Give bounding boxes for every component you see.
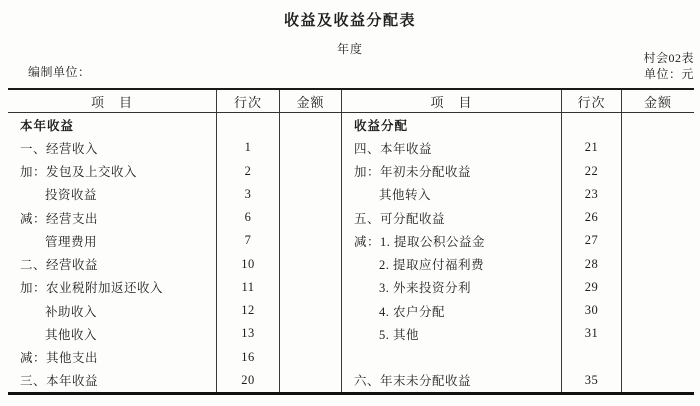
item-label: 2. 提取应付福利费 [379,258,485,273]
line-no-cell [217,206,280,229]
table-row [8,276,694,299]
amount-cell [280,299,342,322]
header-amount-left: 金额 [280,90,342,112]
amount-cell [622,113,694,136]
amount-cell [622,276,694,299]
line-no: 7 [244,233,252,248]
item-cell [342,113,562,136]
line-no: 10 [241,256,255,271]
amount-cell [280,276,342,299]
item-cell [8,206,217,229]
item-cell [342,206,562,229]
line-no-cell [217,183,280,206]
amount-cell [280,253,342,276]
header-line-no-left: 行次 [217,90,280,112]
line-no-cell [217,276,280,299]
item-cell [342,299,562,322]
table-row [8,346,694,369]
line-no: 16 [241,349,255,364]
line-no-cell [562,253,622,276]
amount-cell [280,206,342,229]
line-no-cell [217,322,280,345]
line-no-cell [562,299,622,322]
item-label: 3. 外来投资分利 [379,281,472,296]
item-label: 投资收益 [45,188,98,203]
line-no: 12 [241,303,255,318]
amount-cell [280,229,342,252]
line-no-cell [217,346,280,369]
item-label: 一、经营收入 [20,141,99,156]
item-label: 减：经营支出 [20,211,99,226]
item-label: 加：发包及上交收入 [20,165,138,180]
line-no: 6 [244,210,252,225]
item-cell [342,160,562,183]
line-no-cell [562,160,622,183]
amount-cell [622,322,694,345]
amount-cell [280,346,342,369]
item-label: 加：年初未分配收益 [354,165,472,180]
form-code: 村会02表 [643,51,694,65]
table-row [8,229,694,252]
line-no-cell [217,253,280,276]
item-cell [342,276,562,299]
item-label: 减：其他支出 [20,351,99,366]
item-cell [8,322,217,345]
table-row [8,160,694,183]
line-no: 2 [244,163,252,178]
amount-cell [280,322,342,345]
amount-cell [280,160,342,183]
amount-cell [622,346,694,369]
line-no-cell [217,229,280,252]
item-cell [342,369,562,392]
income-distribution-table [8,88,694,395]
amount-cell [280,136,342,159]
line-no: 31 [584,326,599,341]
table-row [8,299,694,322]
item-cell [342,229,562,252]
line-no: 1 [244,140,252,155]
line-no: 29 [584,279,599,294]
item-label: 其他收入 [45,327,98,342]
item-cell [342,346,562,369]
line-no: 22 [584,163,599,178]
header-amount-right: 金额 [643,94,672,110]
line-no-cell [217,113,280,136]
item-cell [8,160,217,183]
line-no-cell [217,369,280,392]
table-header-row [8,90,694,113]
item-label: 加：农业税附加返还收入 [20,281,164,296]
amount-cell [622,229,694,252]
item-cell [8,113,217,136]
table-row [8,206,694,229]
line-no: 23 [584,186,599,201]
item-cell [8,183,217,206]
item-label: 本年收益 [20,118,75,133]
unit-label: 单位：元 [643,67,694,81]
report-title: 收益及收益分配表 [283,12,416,29]
item-cell [8,229,217,252]
line-no: 3 [244,186,252,201]
amount-cell [622,299,694,322]
table-row [8,253,694,276]
item-label: 其他转入 [379,188,432,203]
item-cell [8,346,217,369]
header-line-no-right: 行次 [562,90,622,112]
line-no-cell [562,136,622,159]
item-cell [342,183,562,206]
prepared-by-label: 编制单位： [28,65,91,79]
amount-cell [280,183,342,206]
line-no: 11 [241,279,255,294]
item-label: 收益分配 [354,118,409,133]
item-label: 二、经营收益 [20,258,99,273]
line-no-cell [562,322,622,345]
item-cell [8,299,217,322]
item-label: 减：1. 提取公积公益金 [354,234,486,249]
amount-cell [280,369,342,392]
table-row [8,113,694,136]
item-cell [8,136,217,159]
line-no-cell [562,276,622,299]
amount-cell [622,206,694,229]
amount-cell [622,183,694,206]
item-cell [8,253,217,276]
item-label: 管理费用 [45,234,98,249]
item-label: 三、本年收益 [20,374,99,389]
line-no: 27 [584,233,599,248]
line-no-cell [217,136,280,159]
table-row [8,322,694,345]
item-cell [8,276,217,299]
amount-cell [622,369,694,392]
item-label: 4. 农户分配 [379,304,446,319]
header-item-right: 项 目 [342,90,562,112]
table-row [8,183,694,206]
line-no-cell [562,113,622,136]
line-no-cell [217,160,280,183]
line-no-cell [562,346,622,369]
item-label: 补助收入 [45,304,98,319]
line-no: 35 [584,372,599,387]
line-no-cell [562,369,622,392]
table-row [8,369,694,392]
item-label: 5. 其他 [379,327,420,342]
amount-cell [622,136,694,159]
table-row [8,136,694,159]
amount-cell [622,160,694,183]
item-cell [8,369,217,392]
header-item-left: 项 目 [8,90,217,112]
line-no: 20 [241,372,255,387]
line-no: 28 [584,256,599,271]
amount-cell [622,253,694,276]
item-cell [342,322,562,345]
line-no: 13 [241,326,255,341]
line-no: 21 [584,140,599,155]
table-body [8,113,694,392]
report-subtitle: 年度 [336,42,363,56]
item-label: 四、本年收益 [354,141,433,156]
item-cell [342,136,562,159]
item-label: 五、可分配收益 [354,211,446,226]
line-no-cell [562,183,622,206]
line-no: 26 [584,210,599,225]
amount-cell [280,113,342,136]
line-no-cell [562,229,622,252]
line-no-cell [217,299,280,322]
item-label: 六、年末未分配收益 [354,374,472,389]
line-no-cell [562,206,622,229]
line-no: 30 [584,303,599,318]
item-cell [342,253,562,276]
